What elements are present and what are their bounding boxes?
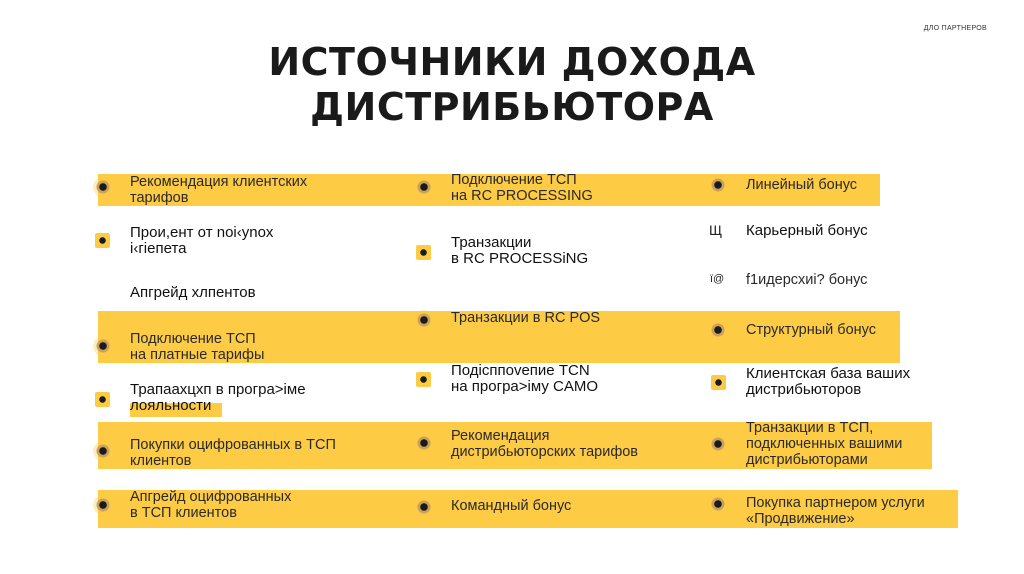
title-line-1: ИСТОЧНИКИ ДОХОДА	[268, 40, 756, 84]
bullet-icon	[93, 441, 113, 461]
income-item: Подключение ТСП на RC PROCESSING	[451, 172, 593, 204]
bullet-icon	[414, 177, 434, 197]
income-item: Подiсппоveпие TCN на програ>iму CAMO	[451, 362, 598, 395]
income-item: Покупки оцифрованных в ТСП клиентов	[130, 437, 336, 469]
income-item: Карьерный бонус	[746, 222, 868, 239]
corner-label: ДЛО ПАРТНЕРОВ	[923, 25, 987, 32]
page-title	[0, 40, 1024, 130]
income-item: Транзакции в RC POS	[451, 310, 601, 326]
income-item: Апгрейд хлпентов	[130, 284, 256, 301]
income-item: Линейный бонус	[746, 177, 858, 193]
bullet-icon	[414, 310, 434, 330]
bullet-glyph: ї@	[710, 273, 725, 285]
income-item: Подключение ТСП на платные тарифы	[130, 331, 265, 363]
bullet-icon	[414, 433, 434, 453]
bullet-icon	[93, 495, 113, 515]
income-item: Клиентская база ваших дистрибьюторов	[746, 365, 911, 398]
income-item: Структурный бонус	[746, 322, 876, 338]
bullet-icon	[708, 494, 728, 514]
bullet-icon	[711, 375, 726, 390]
income-item: Покупка партнером услуги «Продвижение»	[746, 495, 925, 527]
bullet-icon	[93, 336, 113, 356]
income-item: Рекомендация клиентских тарифов	[130, 174, 308, 206]
bullet-icon	[414, 497, 434, 517]
bullet-icon	[93, 177, 113, 197]
bullet-icon	[708, 175, 728, 195]
income-item: Прои,ент от noi‹ynox i‹гiепета	[130, 224, 274, 257]
bullet-icon	[416, 245, 431, 260]
bullet-icon	[708, 320, 728, 340]
income-item: Рекомендация дистрибьюторских тарифов	[451, 428, 639, 460]
income-item: Транзакции в RC PROCESSiNG	[451, 234, 589, 267]
bullet-icon	[708, 434, 728, 454]
income-item: Транзакции в ТСП, подключенных вашими дистрибьюторами	[746, 420, 903, 468]
income-item: Апгрейд оцифрованных в ТСП клиентов	[130, 489, 292, 521]
income-item: Командный бонус	[451, 498, 572, 514]
income-item: Трапаахцхп в програ>iме лояльности	[130, 381, 306, 414]
bullet-icon	[95, 233, 110, 248]
bullet-icon	[416, 372, 431, 387]
bullet-glyph: Щ	[709, 222, 723, 238]
title-line-2: ДИСТРИБЬЮТОРА	[310, 85, 714, 129]
income-item: f1идерсхиі? бонус	[746, 272, 868, 288]
bullet-icon	[95, 392, 110, 407]
